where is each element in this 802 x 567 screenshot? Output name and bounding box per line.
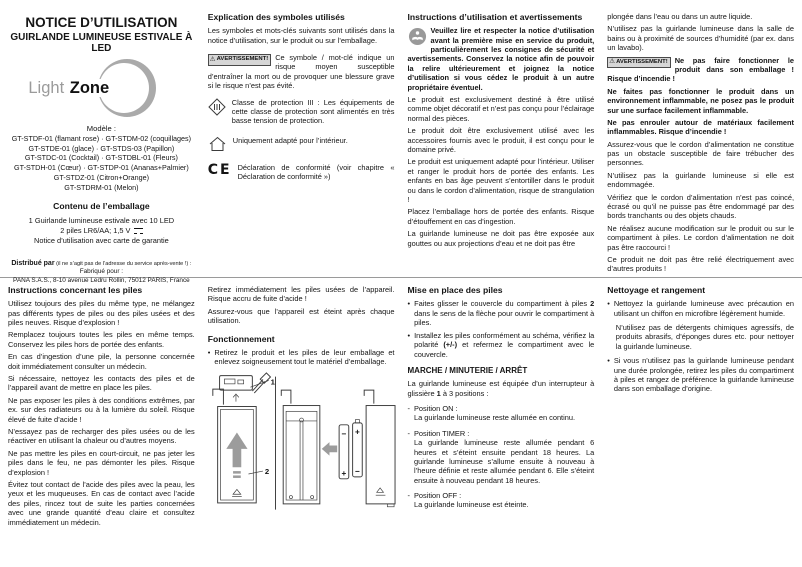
- install-bullet-1: • Faites glisser le couvercle du compartiment à piles 2 dans le sens de la flèche pour ouvrir le compartiment à piles.: [408, 299, 595, 327]
- top-row: [8, 7, 794, 285]
- operation-paragraph: Assurez-vous que l’appareil est éteint après chaque utilisation.: [207, 306, 395, 326]
- warnings-paragraph: Vérifiez que le cordon d’alimentation n’est pas coincé, écrasé ou qu’il ne puisse pas être endommagé par des bords tranchants ou des objets chauds.: [607, 192, 794, 221]
- cleaning-heading: Nettoyage et rangement: [607, 285, 706, 295]
- install-column: [408, 280, 595, 530]
- warning-symbol-text: Ce symbole / mot-clé indique un risque moyen susceptible d’entraîner la mort ou de provoquer une blessure grave si le risque n’est pas évité.: [207, 53, 395, 91]
- indoor-row: [208, 136, 395, 157]
- install-bullet-2: • Installez les piles conformément au schéma, vérifiez la polarité (+/-) et refermez le compartiment avec le couvercle.: [408, 331, 595, 359]
- warnings-paragraph: Ce produit ne doit pas être relié électriquement avec d’autres produits !: [607, 254, 794, 274]
- operation-paragraph: Retirez immédiatement les piles usées de l’appareil. Risque accru de fuite d’acide !: [207, 285, 395, 304]
- usage-paragraph: La guirlande lumineuse ne doit pas être exposée aux gouttes ou aux projections d’eau et ne doit pas être: [407, 229, 595, 248]
- ce-row: [208, 163, 395, 185]
- battery-paragraph: Si nécessaire, nettoyez les contacts des piles et de l’appareil avant de mettre en place les piles.: [8, 374, 195, 393]
- position-on-label: - Position ON :: [413, 403, 458, 413]
- position-on-item: [408, 404, 595, 423]
- switch-heading: MARCHE / MINUTERIE / ARRÊT: [407, 366, 528, 376]
- ce-mark-icon: CE: [207, 161, 232, 178]
- model-line: GT-STDF-01 (flamant rose) · GT-STDM-02 (coquillages): [11, 134, 192, 143]
- model-line: GT-STDH-01 (Cœur) · GT-STDP-01 (Ananas+Palmier): [14, 163, 189, 173]
- figure-insert-batteries: [281, 390, 362, 504]
- figure-open-cover: [213, 373, 276, 503]
- battery-paragraph: Utilisez toujours des piles du même type, ne mélangez pas différents types de piles ou des piles usées et des piles neuves. Risque d’explosion !: [8, 299, 195, 328]
- symbols-intro: Les symboles et mots-clés suivants sont utilisés dans la notice d’utilisation, sur le produit ou sur l’emballage.: [207, 26, 395, 45]
- logo-text: [28, 79, 110, 98]
- made-for-label: Fabriqué pour :: [79, 267, 124, 275]
- house-icon: [208, 136, 227, 157]
- protection-class3-icon: [208, 98, 226, 121]
- class3-text: Classe de protection III : Les équipements de cette classe de protection sont alimentés en très basse tension de protection.: [231, 97, 395, 126]
- indoor-text: Uniquement adapté pour l’intérieur.: [232, 135, 348, 145]
- cleaning-column: [607, 280, 794, 530]
- figure-label-1: 1: [270, 376, 275, 386]
- warning-symbol-paragraph: [208, 53, 395, 91]
- model-line: GT-STDC-01 (Cocktail) · GT-STDBL-01 (Fleurs): [24, 153, 178, 163]
- contents-heading: Contenu de l’emballage: [53, 201, 150, 212]
- usage-column: [408, 7, 595, 274]
- warnings-paragraph: Assurez-vous que le cordon d’alimentation ne constitue pas un obstacle susceptible de faire trébucher des personnes.: [607, 139, 794, 168]
- read-manual-icon: [408, 27, 427, 46]
- battery-paragraph: En cas d’ingestion d’une pile, la personne concernée doit immédiatement consulter un médecin.: [8, 352, 195, 371]
- warning-triangle-icon: ⚠: [609, 58, 616, 66]
- battery-plus-label: +: [354, 427, 360, 437]
- battery-heading: Instructions concernant les piles: [8, 285, 143, 295]
- position-timer-item: [408, 429, 595, 485]
- symbols-heading: Explication des symboles utilisés: [207, 12, 345, 22]
- figure-closed-box: [364, 390, 395, 507]
- warning-badge: [208, 54, 271, 66]
- usage-heading: Instructions d’utilisation et avertissements: [407, 12, 583, 22]
- warnings-paragraph: Ne réalisez aucune modification sur le produit ou sur le compartiment à piles. Le cordon d’alimentation ne doit pas être raccourci !: [607, 223, 794, 252]
- warning-badge: [607, 57, 670, 69]
- class3-row: [208, 98, 395, 129]
- dc-symbol-icon: [134, 228, 143, 234]
- position-on-text: La guirlande lumineuse reste allumée en continu.: [413, 413, 576, 423]
- position-off-label: - Position OFF :: [413, 491, 462, 501]
- battery-paragraph: N’essayez pas de recharger des piles usées ou de les réactiver en utilisant la chaleur ou d’autres moyens.: [8, 427, 195, 446]
- page-subtitle: GUIRLANDE LUMINEUSE ESTIVALE À LED: [10, 32, 193, 54]
- battery-minus-label: −: [354, 466, 360, 476]
- usage-paragraph: Placez l’emballage hors de portée des enfants. Risque d’étouffement en cas d’ingestion.: [407, 207, 595, 226]
- battery-minus-label: −: [341, 429, 347, 439]
- contents-line: 2 piles LR6/AA; 1,5 V: [8, 226, 195, 236]
- battery-paragraph: Évitez tout contact de l’acide des piles avec la peau, les yeux et les muqueuses. En cas de contact avec l’acide des piles, rincez tout de suite les parties concernées avec une grande quantité d’eau claire et consultez immédiatement un médecin.: [8, 479, 195, 527]
- contents-line: Notice d’utilisation avec carte de garantie: [34, 236, 169, 246]
- operation-column: [208, 280, 395, 530]
- position-timer-label: - Position TIMER :: [413, 428, 470, 438]
- page-title: NOTICE D’UTILISATION: [25, 15, 178, 30]
- model-line: GT-STDZ-01 (Citron+Orange): [53, 172, 149, 182]
- warning-badge-label: AVERTISSEMENT!: [616, 58, 668, 65]
- warnings-continuation: plongée dans l’eau ou dans un autre liquide.: [607, 12, 753, 21]
- operation-heading: Fonctionnement: [207, 333, 275, 344]
- warning-badge-label: AVERTISSEMENT!: [216, 56, 269, 63]
- warnings-column: [607, 7, 794, 274]
- position-timer-text: La guirlande lumineuse reste allumée pendant 6 heures et s’éteint ensuite pendant 18 heures. La guirlande lumineuse s’allume ensuite à nouveau à l’heure définie et reste allumée pendant 6. Elle s’éteint ensuite à nouveau pendant 18 heures.: [413, 438, 595, 485]
- contents-line: 1 Guirlande lumineuse estivale avec 10 LED: [28, 215, 175, 225]
- distributor-line: Distribué par (il ne s’agit pas de l’adresse du service après-vente !) :: [11, 259, 192, 267]
- ce-text: Déclaration de conformité (voir chapitre « Déclaration de conformité »): [237, 162, 395, 182]
- usage-lead-text: Veuillez lire et respecter la notice d’utilisation avant la première mise en service du produit, particulièrement les consignes de sécurité et avertissements. Conservez la notice afin de pouvoir la relire ultérieurement et joignez la notice d’utilisation si vous cédez le produit à un autre propriétaire éventuel.: [407, 26, 595, 92]
- warning-packaging-paragraph: [607, 56, 794, 84]
- usage-paragraph: Le produit est uniquement adapté pour l’intérieur. Utiliser et ranger le produit hors de portée des enfants. Les enfants en bas âge peuvent s’entortiller dans le produit ou dans le cordon d’alimentation, risque de strangulation !: [407, 157, 595, 204]
- battery-compartment-diagram: [208, 374, 396, 520]
- logo-word-light: Light: [28, 79, 65, 97]
- figure-label-2: 2: [264, 466, 269, 476]
- model-line: GT-STDRM-01 (Melon): [64, 182, 139, 192]
- cleaning-note: N’utilisez pas de détergents chimiques agressifs, de produits abrasifs, d’éponges dures etc. pour nettoyer la guirlande lumineuse.: [615, 323, 794, 351]
- position-off-text: La guirlande lumineuse est éteinte.: [413, 500, 529, 510]
- warnings-paragraph: N’utilisez pas la guirlande lumineuse dans la salle de bains ou à proximité de sources d’humidité (par ex. dans un lavabo).: [607, 24, 794, 53]
- model-line: GT-STDE-01 (glace) · GT-STDS-03 (Papillon): [28, 143, 175, 153]
- battery-paragraph: Ne pas mettre les piles en court-circuit, ne pas jeter les piles dans le feu, ne pas démonter les piles. Risque d’explosion !: [8, 448, 195, 477]
- cleaning-bullet-2: • Si vous n’utilisez pas la guirlande lumineuse pendant une durée prolongée, retirez les piles du compartiment à piles et rangez de préférence la guirlande lumineuse dans son emballage d’origine.: [607, 356, 794, 394]
- battery-paragraph: Remplacez toujours toutes les piles en même temps. Conservez les piles hors de portée des enfants.: [8, 330, 195, 349]
- bottom-row: [8, 280, 794, 530]
- battery-column: [8, 280, 195, 530]
- switch-intro: La guirlande lumineuse est équipée d’un interrupteur à glissière 1 à 3 positions :: [407, 379, 595, 398]
- install-heading: Mise en place des piles: [407, 285, 503, 295]
- warning-triangle-icon: ⚠: [209, 55, 216, 63]
- logo-word-zone: Zone: [69, 79, 110, 97]
- warning-packaging-text: Ne pas faire fonctionner le produit dans son emballage ! Risque d’incendie !: [607, 55, 794, 84]
- position-off-item: [408, 491, 595, 510]
- brand-logo: [26, 58, 176, 120]
- distributor-address: PANA S.A.S., 8-10 avenue Ledru Rollin, 75012 PARIS, France: [13, 277, 190, 285]
- battery-paragraph: Ne pas exposer les piles à des conditions extrêmes, par ex. sur des radiateurs ou à la lumière du soleil. Risque élevé de fuite d’acide !: [8, 395, 195, 424]
- battery-plus-label: +: [341, 468, 347, 478]
- warnings-paragraph: N’utilisez pas la guirlande lumineuse si elle est endommagée.: [607, 170, 794, 190]
- usage-paragraph: Le produit doit être exclusivement utilisé avec les accessoires fournis avec le produit, il est conçu pour le domaine privé.: [407, 126, 595, 154]
- warning-flammable-text: Ne faites pas fonctionner le produit dans un environnement inflammable, ne posez pas le produit sur une surface facilement inflammable.: [607, 86, 794, 115]
- model-label: Modèle :: [86, 124, 116, 133]
- usage-lead-paragraph: [408, 26, 595, 92]
- unpack-bullet: • Retirez le produit et les piles de leur emballage et enlevez soigneusement tout le matériel d’emballage.: [208, 348, 395, 367]
- usage-paragraph: Le produit est exclusivement destiné à être utilisé comme objet décoratif et n’est pas conçu pour l’éclairage normal des pièces.: [407, 95, 595, 123]
- cover-column: [8, 7, 195, 285]
- cleaning-bullet-1: • Nettoyez la guirlande lumineuse avec précaution en utilisant un chiffon en microfibre légèrement humide.: [607, 299, 794, 318]
- symbols-column: [208, 7, 395, 274]
- warning-wrap-text: Ne pas enrouler autour de matériaux facilement inflammables. Risque d’incendie !: [607, 117, 794, 137]
